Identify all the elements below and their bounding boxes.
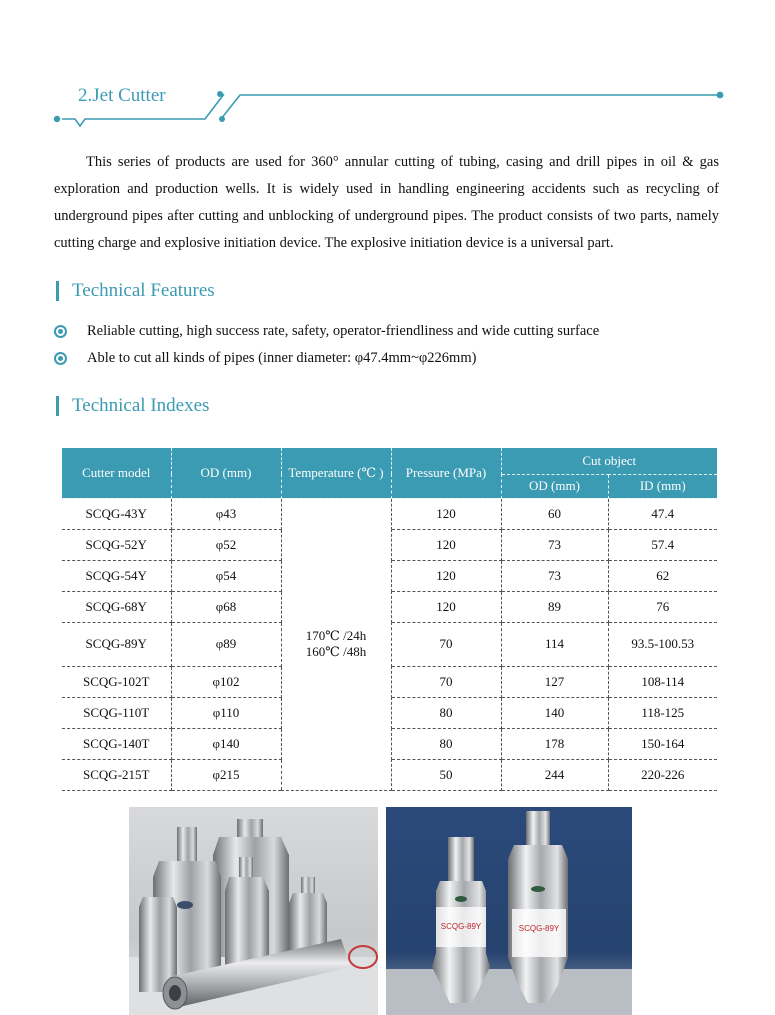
feature-item: [54, 345, 599, 372]
bullet-icon: [54, 325, 67, 338]
cell-model: SCQG-89Y: [62, 622, 171, 666]
cell-cut-id: 220-226: [608, 759, 717, 790]
cell-pressure: 70: [391, 666, 501, 697]
cell-pressure: 70: [391, 622, 501, 666]
cell-pressure: 120: [391, 498, 501, 529]
cell-cut-od: 73: [501, 529, 608, 560]
cell-od: φ54: [171, 560, 281, 591]
product-label-right: SCQG-89Y: [518, 924, 560, 933]
cell-model: SCQG-52Y: [62, 529, 171, 560]
cell-od: φ215: [171, 759, 281, 790]
product-label-left: SCQG-89Y: [440, 922, 482, 931]
cell-pressure: 120: [391, 529, 501, 560]
product-photo-group-image: [129, 807, 378, 1015]
table-row: [62, 498, 717, 529]
header-cut-od: OD (mm): [501, 474, 608, 498]
product-photo-pair: [386, 807, 632, 1015]
header-cut-object: Cut object: [501, 448, 717, 474]
cell-od: φ110: [171, 697, 281, 728]
cell-cut-od: 140: [501, 697, 608, 728]
feature-text: Reliable cutting, high success rate, safety, operator-friendliness and wide cutting surface: [87, 323, 600, 339]
section-header-decoration: [0, 0, 775, 130]
cell-cut-id: 108-114: [608, 666, 717, 697]
bullet-icon: [54, 352, 67, 365]
cell-pressure: 120: [391, 591, 501, 622]
cell-model: SCQG-43Y: [62, 498, 171, 529]
header-od: OD (mm): [171, 448, 281, 498]
product-photo-group: [129, 807, 378, 1015]
header-temperature: Temperature (℃ ): [281, 448, 391, 498]
header-cut-id: ID (mm): [608, 474, 717, 498]
cell-cut-od: 244: [501, 759, 608, 790]
cell-od: φ140: [171, 728, 281, 759]
cell-cut-id: 76: [608, 591, 717, 622]
cell-model: SCQG-102T: [62, 666, 171, 697]
cell-model: SCQG-68Y: [62, 591, 171, 622]
cell-model: SCQG-215T: [62, 759, 171, 790]
cell-pressure: 80: [391, 697, 501, 728]
cell-cut-od: 60: [501, 498, 608, 529]
feature-item: [54, 318, 599, 345]
header-pressure: Pressure (MPa): [391, 448, 501, 498]
cell-pressure: 120: [391, 560, 501, 591]
cell-cut-od: 127: [501, 666, 608, 697]
temperature-line: 160℃ /48h: [305, 644, 367, 659]
section-title: 2.Jet Cutter: [78, 85, 166, 106]
header-cutter-model: Cutter model: [62, 448, 171, 498]
cell-cut-id: 62: [608, 560, 717, 591]
cell-od: φ43: [171, 498, 281, 529]
cell-cut-id: 118-125: [608, 697, 717, 728]
intro-paragraph: This series of products are used for 360° annular cutting of tubing, casing and drill pipes in oil & gas exploration and production wells. It is widely used in handling engineering accidents such as recycling of underground pipes after cutting and unblocking of underground pipes. The product consists of two parts, namely cutting charge and explosive initiation device. The explosive initiation device is a universal part.: [54, 154, 719, 251]
cell-od: φ89: [171, 622, 281, 666]
cell-cut-od: 89: [501, 591, 608, 622]
feature-text: Able to cut all kinds of pipes (inner diameter: φ47.4mm~φ226mm): [87, 350, 477, 366]
cell-model: SCQG-110T: [62, 697, 171, 728]
cell-cut-id: 47.4: [608, 498, 717, 529]
cell-cut-id: 93.5-100.53: [608, 622, 717, 666]
technical-indexes-heading: Technical Indexes: [56, 396, 209, 416]
technical-features-heading: Technical Features: [56, 281, 215, 301]
cell-od: φ68: [171, 591, 281, 622]
cell-od: φ52: [171, 529, 281, 560]
technical-indexes-table: [62, 448, 717, 791]
cell-model: SCQG-54Y: [62, 560, 171, 591]
temperature-line: 170℃ /24h: [305, 628, 367, 643]
cell-cut-id: 150-164: [608, 728, 717, 759]
features-list: [54, 318, 599, 372]
cell-cut-od: 178: [501, 728, 608, 759]
cell-model: SCQG-140T: [62, 728, 171, 759]
cell-temperature: [281, 498, 391, 790]
product-photo-pair-image: [386, 807, 632, 1015]
cell-pressure: 50: [391, 759, 501, 790]
cell-cut-id: 57.4: [608, 529, 717, 560]
cell-od: φ102: [171, 666, 281, 697]
cell-cut-od: 73: [501, 560, 608, 591]
cell-cut-od: 114: [501, 622, 608, 666]
cell-pressure: 80: [391, 728, 501, 759]
